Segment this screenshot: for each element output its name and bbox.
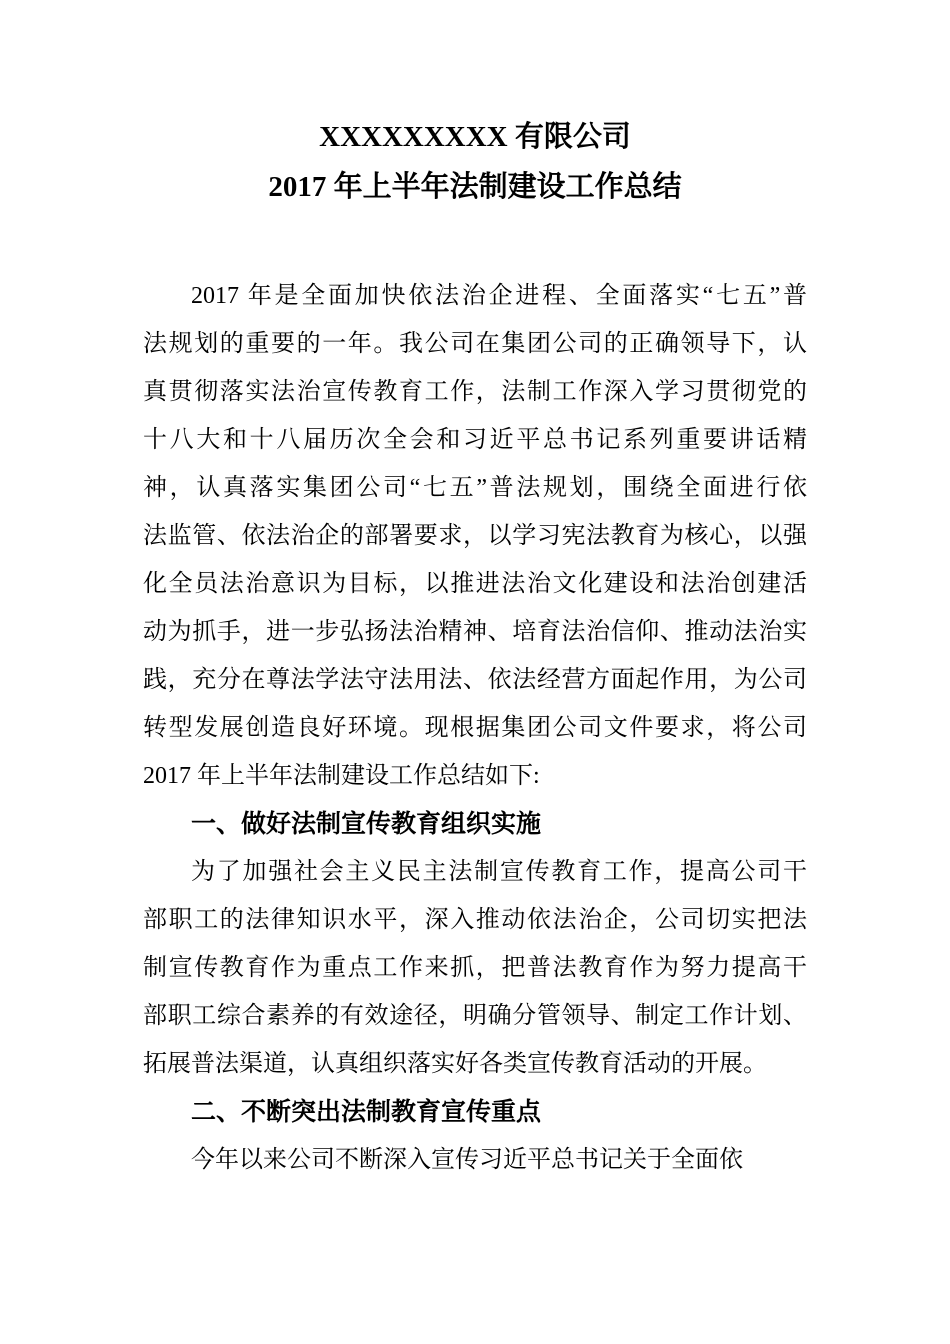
text-line: 拓展普法渠道，认真组织落实好各类宣传教育活动的开展。 [143,1051,767,1077]
section-heading-1: 一、做好法制宣传教育组织实施 [191,810,542,838]
text-line: 制宣传教育作为重点工作来抓，把普法教育作为努力提高干 [143,955,807,981]
text-line: 法规划的重要的一年。我公司在集团公司的正确领导下，认 [143,331,807,357]
title-body-spacer [143,212,807,272]
text-line: 真贯彻落实法治宣传教育工作，法制工作深入学习贯彻党的 [143,379,807,405]
text-line: 部职工的法律知识水平，深入推动依法治企，公司切实把法 [143,907,807,933]
text-line: 化全员法治意识为目标，以推进法治文化建设和法治创建活 [143,571,807,597]
text-line: 部职工综合素养的有效途径，明确分管领导、制定工作计划、 [143,1003,807,1029]
section1-paragraph [143,848,807,1088]
document-title: 2017 年上半年法制建设工作总结 [268,171,682,203]
text-line: 今年以来公司不断深入宣传习近平总书记关于全面依 [191,1147,743,1173]
section2-paragraph [143,1136,807,1184]
text-line: 转型发展创造良好环境。现根据集团公司文件要求，将公司 [143,715,807,741]
intro-paragraph [143,272,807,800]
text-line: 十八大和十八届历次全会和习近平总书记系列重要讲话精 [143,427,807,453]
text-line: 动为抓手，进一步弘扬法治精神、培育法治信仰、推动法治实 [143,619,807,645]
text-line: 2017 年上半年法制建设工作总结如下: [143,763,540,789]
text-line: 为了加强社会主义民主法制宣传教育工作，提高公司干 [191,859,807,885]
text-line: 神，认真落实集团公司“七五”普法规划，围绕全面进行依 [143,475,807,501]
text-line: 践，充分在尊法学法守法用法、依法经营方面起作用，为公司 [143,667,807,693]
text-line: 2017 年是全面加快依法治企进程、全面落实“七五”普 [191,283,807,309]
text-line: 法监管、依法治企的部署要求，以学习宪法教育为核心，以强 [143,523,807,549]
section-heading-2: 二、不断突出法制教育宣传重点 [191,1098,542,1126]
company-title: XXXXXXXXX 有限公司 [319,121,631,153]
